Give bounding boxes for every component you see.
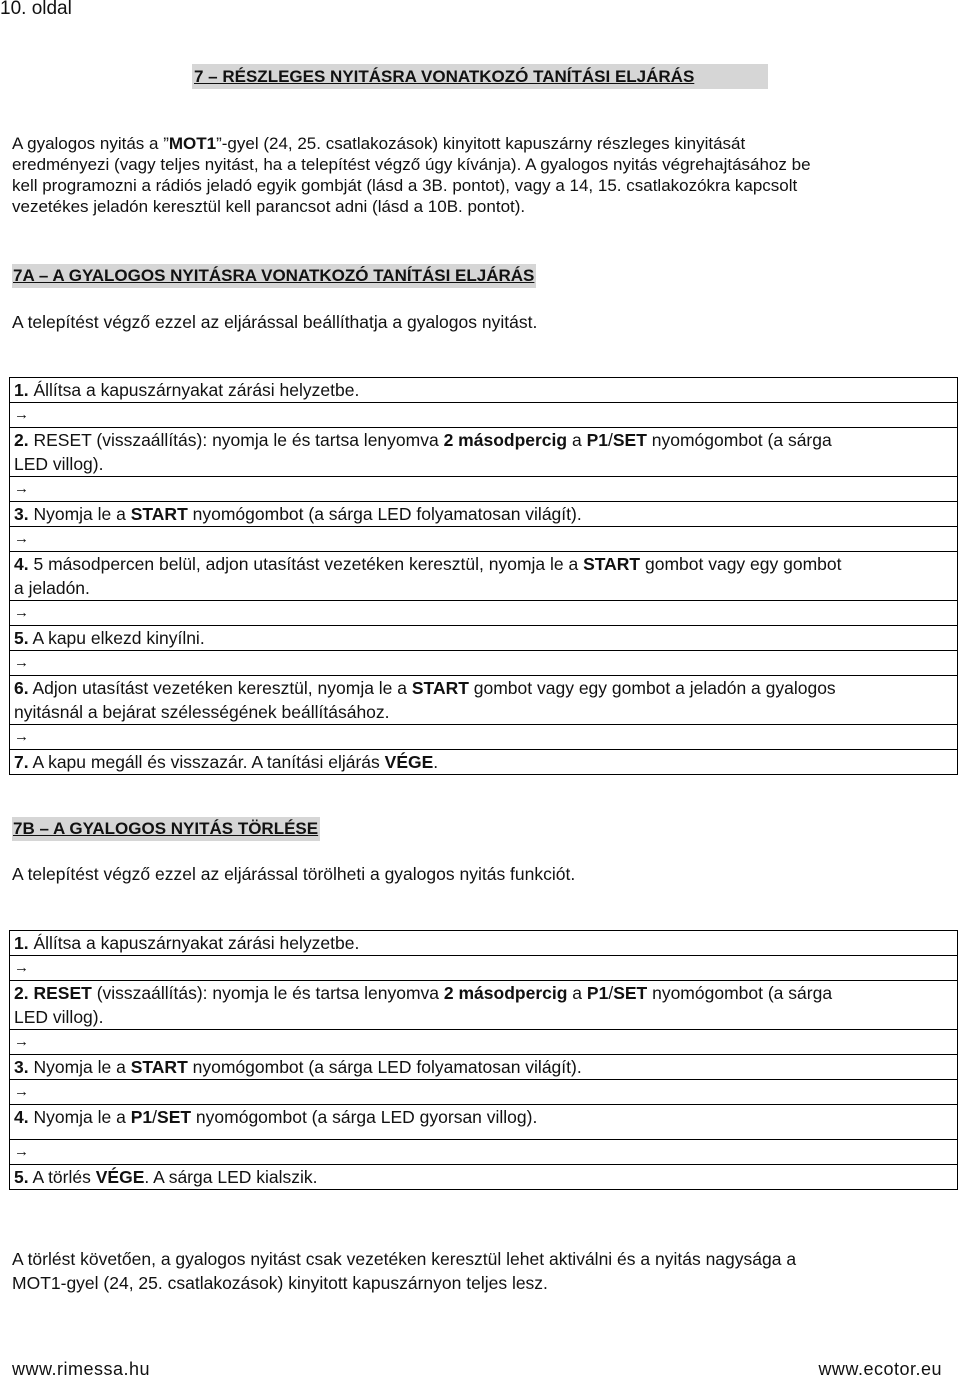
step-text: LED villog).: [14, 454, 104, 474]
step-row: [10, 378, 957, 403]
footer-link-rimessa[interactable]: www.rimessa.hu: [12, 1359, 151, 1379]
step-text: Nyomja le a: [28, 1107, 131, 1127]
arrow-icon: →: [10, 725, 957, 750]
step-bold: 2 másodpercig: [443, 983, 568, 1003]
step-bold: SET: [613, 983, 648, 1003]
step-text: . A sárga LED kialszik.: [144, 1167, 318, 1187]
closing-paragraph: [12, 1247, 952, 1295]
step-row: [10, 428, 957, 477]
step-text: nyomógombot (a sárga: [647, 983, 833, 1003]
step-bold: START: [130, 1057, 188, 1077]
step-bold: P1: [586, 430, 608, 450]
arrow-icon: →: [10, 601, 957, 626]
step-text: nyomógombot (a sárga: [646, 430, 832, 450]
step-text: a jeladón.: [14, 578, 90, 598]
intro-line-2: eredményezi (vagy teljes nyitást, ha a telepítést végző úgy kívánja). A gyalogos nyitás végrehajtásához be: [12, 155, 811, 174]
intro-line-3: kell programozni a rádiós jeladó egyik gombját (lásd a 3B. pontot), vagy a 14, 15. csatlakozókra kapcsolt: [12, 176, 798, 195]
step-number: 5.: [14, 628, 29, 648]
step-bold: P1: [586, 983, 609, 1003]
step-row: [10, 750, 957, 774]
step-bold: RESET: [28, 983, 92, 1003]
step-text: (visszaállítás): nyomja le és tartsa lenyomva: [91, 983, 444, 1003]
step-text: A kapu megáll és visszazár. A tanítási eljárás: [28, 752, 385, 772]
step-number: 2.: [14, 983, 29, 1003]
intro-line-1: [12, 133, 948, 154]
arrow-icon: →: [10, 956, 957, 981]
step-row: [10, 626, 957, 651]
step-text: A törlés: [28, 1167, 96, 1187]
step-text: /: [608, 983, 614, 1003]
section-7a-steps: [9, 377, 958, 775]
footer-link-ecotor[interactable]: www.ecotor.eu: [818, 1359, 942, 1379]
step-row: [10, 552, 957, 601]
step-row: [10, 981, 957, 1030]
step-number: 4.: [14, 554, 29, 574]
step-text: /: [607, 430, 613, 450]
step-bold: START: [583, 554, 641, 574]
intro-text: ”-gyel (24, 25. csatlakozások) kinyitott kapuszárny részleges kinyitását: [216, 134, 746, 153]
step-row: [10, 931, 957, 956]
step-bold: SET: [612, 430, 647, 450]
section-7a-intro: A telepítést végző ezzel az eljárással beállíthatja a gyalogos nyitást.: [12, 312, 538, 332]
step-row: [10, 676, 957, 725]
step-text: RESET (visszaállítás): nyomja le és tartsa lenyomva: [28, 430, 444, 450]
step-text: Nyomja le a: [28, 1057, 131, 1077]
step-bold: START: [130, 504, 188, 524]
step-number: 5.: [14, 1167, 29, 1187]
closing-line-2: MOT1-gyel (24, 25. csatlakozások) kinyitott kapuszárnyon teljes lesz.: [12, 1273, 548, 1293]
step-bold: 2 másodpercig: [443, 430, 568, 450]
step-text: Állítsa a kapuszárnyakat zárási helyzetbe.: [28, 933, 360, 953]
section-7a-heading: [12, 264, 536, 288]
step-text: gombot vagy egy gombot: [640, 554, 842, 574]
step-number: 3.: [14, 1057, 29, 1077]
section-title: [192, 64, 768, 89]
intro-text: A gyalogos nyitás a ”: [12, 134, 169, 153]
step-text: Nyomja le a: [28, 504, 131, 524]
step-number: 2.: [14, 430, 29, 450]
step-text: gombot vagy egy gombot a jeladón a gyalogos: [468, 678, 836, 698]
section-7b-heading: [12, 817, 320, 841]
arrow-icon: →: [10, 1030, 957, 1055]
step-row: [10, 1055, 957, 1080]
step-bold: P1: [130, 1107, 153, 1127]
step-text: 5 másodpercen belül, adjon utasítást vezetéken keresztül, nyomja le a: [28, 554, 584, 574]
page-number-label: 10. oldal: [0, 0, 72, 19]
step-bold: SET: [157, 1107, 192, 1127]
step-text: .: [433, 752, 439, 772]
intro-line-4: vezetékes jeladón keresztül kell parancsot adni (lásd a 10B. pontot).: [12, 197, 526, 216]
step-text: nyitásnál a bejárat szélességének beállításához.: [14, 702, 390, 722]
arrow-icon: →: [10, 651, 957, 676]
step-text: a: [567, 430, 587, 450]
step-text: nyomógombot (a sárga LED folyamatosan világít).: [187, 1057, 582, 1077]
step-number: 3.: [14, 504, 29, 524]
step-text: a: [567, 983, 587, 1003]
step-number: 7.: [14, 752, 29, 772]
step-text: nyomógombot (a sárga LED gyorsan villog).: [191, 1107, 538, 1127]
step-bold: VÉGE: [384, 752, 434, 772]
section-title-text: 7 – RÉSZLEGES NYITÁSRA VONATKOZÓ TANÍTÁSI ELJÁRÁS: [194, 67, 695, 86]
intro-paragraph: [12, 133, 948, 217]
arrow-icon: →: [10, 403, 957, 428]
step-text: A kapu elkezd kinyílni.: [28, 628, 205, 648]
step-text: Állítsa a kapuszárnyakat zárási helyzetbe.: [28, 380, 360, 400]
step-text: LED villog).: [14, 1007, 104, 1027]
step-row: [10, 1105, 957, 1140]
arrow-icon: →: [10, 527, 957, 552]
step-number: 1.: [14, 380, 29, 400]
closing-line-1: A törlést követően, a gyalogos nyitást csak vezetéken keresztül lehet aktiválni és a nyitás nagysága a: [12, 1249, 797, 1269]
section-7b-intro: A telepítést végző ezzel az eljárással törölheti a gyalogos nyitás funkciót.: [12, 864, 576, 884]
mot1-label: MOT1: [168, 134, 217, 153]
step-row: [10, 502, 957, 527]
step-bold: START: [411, 678, 469, 698]
step-number: 6.: [14, 678, 29, 698]
step-row: [10, 1165, 957, 1189]
arrow-icon: →: [10, 1080, 957, 1105]
step-text: /: [152, 1107, 158, 1127]
step-number: 4.: [14, 1107, 29, 1127]
step-text: Adjon utasítást vezetéken keresztül, nyomja le a: [28, 678, 412, 698]
section-7b-steps: [9, 930, 958, 1190]
arrow-icon: →: [10, 477, 957, 502]
arrow-icon: →: [10, 1140, 957, 1165]
step-text: nyomógombot (a sárga LED folyamatosan világít).: [187, 504, 582, 524]
step-number: 1.: [14, 933, 29, 953]
section-7a-heading-text: 7A – A GYALOGOS NYITÁSRA VONATKOZÓ TANÍTÁSI ELJÁRÁS: [13, 266, 535, 285]
step-bold: VÉGE: [95, 1167, 145, 1187]
section-7b-heading-text: 7B – A GYALOGOS NYITÁS TÖRLÉSE: [13, 819, 319, 838]
